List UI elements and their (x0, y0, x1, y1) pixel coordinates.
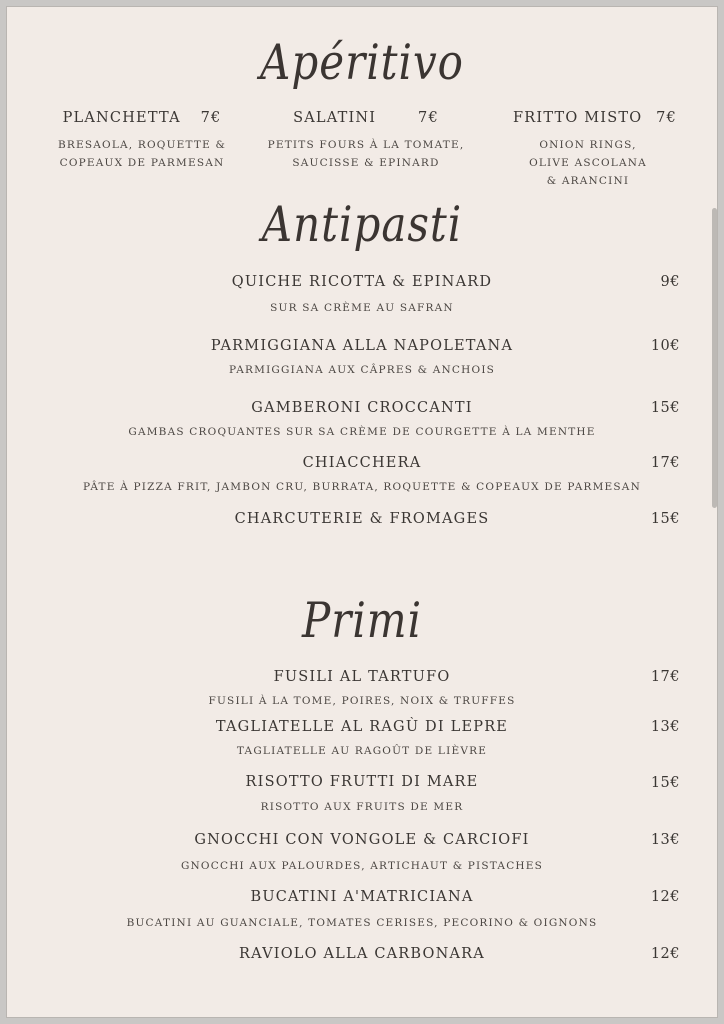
item-desc-line: BRESAOLA, ROQUETTE & (57, 139, 227, 151)
item-desc-line: SAUCISSE & EPINARD (292, 157, 440, 169)
antipasti-item-name: CHIACCHERA (302, 455, 422, 471)
antipasti-item-price: 9€ (660, 274, 680, 290)
primi-item-price: 12€ (650, 889, 680, 905)
item-name: PLANCHETTA (62, 110, 181, 126)
primi-item-desc: BUCATINI AU GUANCIALE, TOMATES CERISES, PECORINO & OIGNONS (126, 917, 598, 929)
antipasti-item-name: QUICHE RICOTTA & EPINARD (231, 274, 493, 290)
primi-item-desc: GNOCCHI AUX PALOURDES, ARTICHAUT & PISTACHES (180, 860, 544, 872)
primi-item-price: 17€ (650, 669, 680, 685)
primi-item-desc: TAGLIATELLE AU RAGOÛT DE LIÈVRE (236, 745, 488, 757)
item-price: 7€ (418, 110, 439, 126)
primi-item-desc: FUSILI À LA TOME, POIRES, NOIX & TRUFFES (208, 695, 516, 707)
primi-item-price: 13€ (650, 832, 680, 848)
primi-item-name: FUSILI AL TARTUFO (273, 669, 451, 685)
primi-item-price: 15€ (650, 775, 680, 791)
antipasti-item-price: 17€ (650, 455, 680, 471)
item-desc-line: OLIVE ASCOLANA (529, 157, 647, 169)
antipasti-item-desc: SUR SA CRÈME AU SAFRAN (270, 302, 454, 314)
primi-item-name: RAVIOLO ALLA CARBONARA (239, 946, 485, 962)
item-desc-line: COPEAUX DE PARMESAN (59, 157, 225, 169)
primi-item-desc: RISOTTO AUX FRUITS DE MER (260, 801, 464, 813)
item-desc-line: PETITS FOURS À LA TOMATE, (267, 139, 465, 151)
antipasti-item-price: 15€ (650, 511, 680, 527)
antipasti-item-name: PARMIGGIANA ALLA NAPOLETANA (210, 338, 514, 354)
antipasti-item-price: 10€ (650, 338, 680, 354)
antipasti-item-desc: PARMIGGIANA AUX CÂPRES & ANCHOIS (228, 364, 496, 376)
antipasti-item-price: 15€ (650, 400, 680, 416)
item-price: 7€ (656, 110, 677, 126)
primi-item-price: 13€ (650, 719, 680, 735)
primi-item-name: RISOTTO FRUTTI DI MARE (245, 774, 479, 790)
item-name: SALATINI (293, 110, 377, 126)
item-name: FRITTO MISTO (513, 110, 643, 126)
primi-item-name: GNOCCHI CON VONGOLE & CARCIOFI (194, 832, 530, 848)
primi-item-name: TAGLIATELLE AL RAGÙ DI LEPRE (215, 719, 509, 735)
antipasti-item-name: GAMBERONI CROCCANTI (251, 400, 473, 416)
item-desc-line: ONION RINGS, (539, 139, 637, 151)
item-price: 7€ (200, 110, 222, 126)
item-desc-line: & ARANCINI (546, 175, 630, 187)
section-title-antipasti: Antipasti (261, 196, 463, 253)
antipasti-item-desc: PÂTE À PIZZA FRIT, JAMBON CRU, BURRATA, ROQUETTE & COPEAUX DE PARMESAN (83, 481, 641, 493)
aperitivo-item-salatini (266, 110, 466, 172)
aperitivo-item-fritto-misto (500, 110, 690, 190)
antipasti-item-name: CHARCUTERIE & FROMAGES (234, 511, 490, 527)
section-title-aperitivo: Apéritivo (260, 34, 464, 91)
primi-item-price: 12€ (650, 946, 680, 962)
primi-item-name: BUCATINI A'MATRICIANA (250, 889, 474, 905)
antipasti-item-desc: GAMBAS CROQUANTES SUR SA CRÈME DE COURGETTE À LA MENTHE (128, 426, 596, 438)
section-title-primi: Primi (301, 592, 423, 649)
aperitivo-item-planchetta (52, 110, 232, 172)
